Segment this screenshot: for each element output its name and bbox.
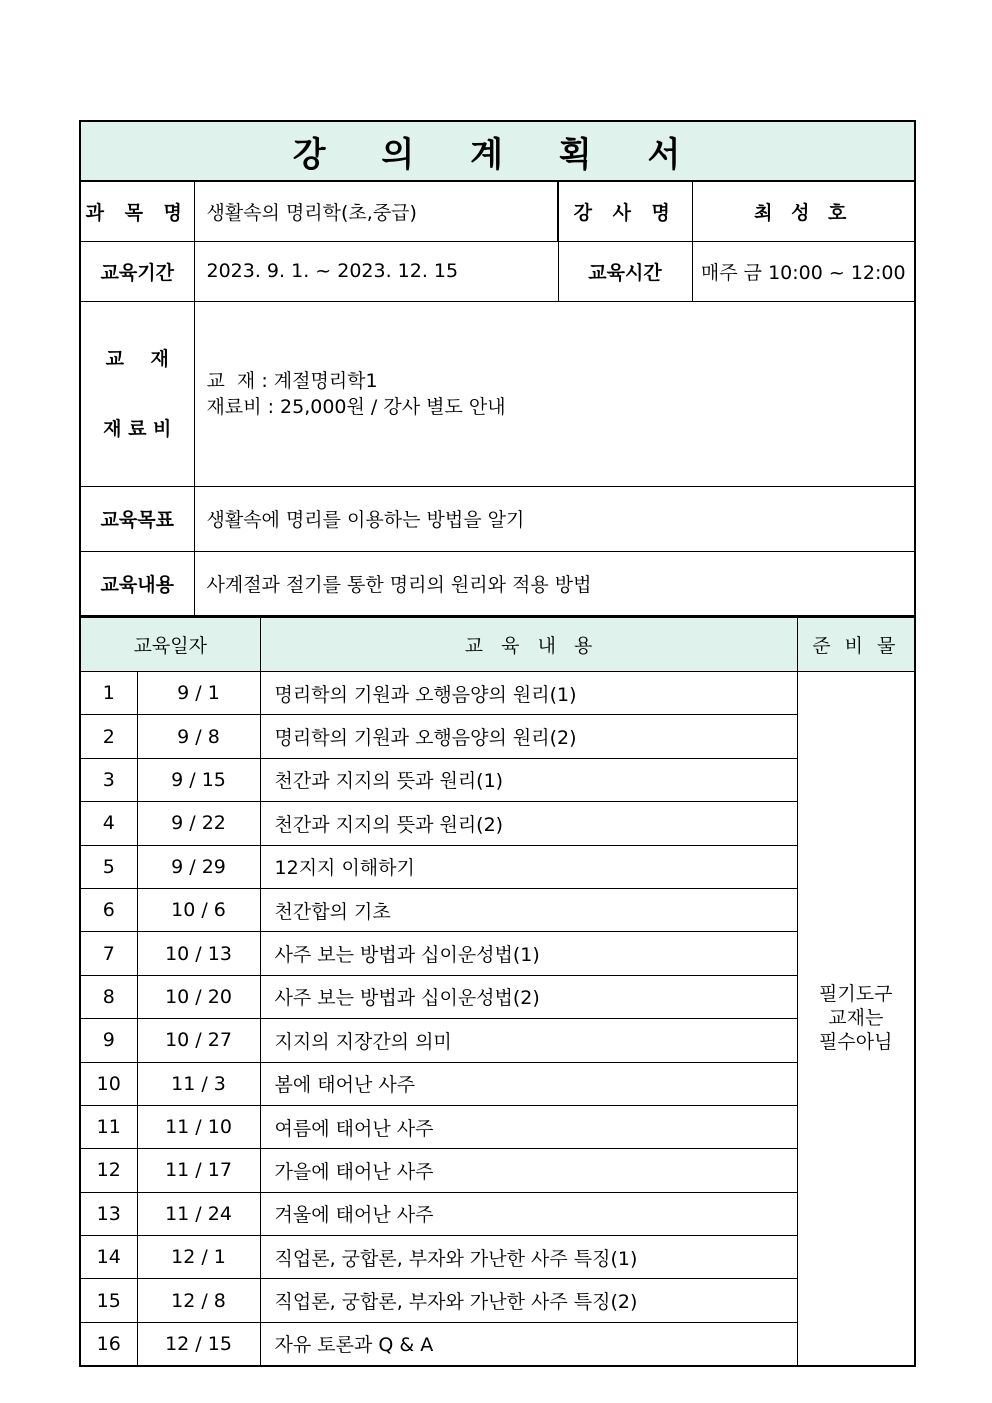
lecture-plan-document xyxy=(79,120,914,1367)
row-number: 7 xyxy=(80,932,137,975)
page-title: 강 의 계 획 서 xyxy=(80,121,915,181)
subject-label: 과 목 명 xyxy=(80,181,194,241)
row-date: 12 / 8 xyxy=(137,1279,260,1322)
row-content: 겨울에 태어난 사주 xyxy=(260,1192,797,1235)
row-date: 12 / 15 xyxy=(137,1322,260,1365)
prep-line: 필수아님 xyxy=(819,1031,893,1054)
material-value-line-2: 재료비 : 25,000원 / 강사 별도 안내 xyxy=(206,395,506,418)
time-label: 교육시간 xyxy=(558,241,692,301)
material-label xyxy=(80,301,194,486)
schedule-table xyxy=(79,617,916,1367)
row-date: 11 / 17 xyxy=(137,1149,260,1192)
row-date: 10 / 13 xyxy=(137,932,260,975)
prep-line: 필기도구 xyxy=(819,983,893,1006)
row-number: 13 xyxy=(80,1192,137,1235)
table-row xyxy=(80,758,915,801)
row-content: 가을에 태어난 사주 xyxy=(260,1149,797,1192)
row-content: 천간과 지지의 뜻과 원리(1) xyxy=(260,758,797,801)
row-content: 천간합의 기초 xyxy=(260,888,797,931)
row-content: 명리학의 기원과 오행음양의 원리(1) xyxy=(260,672,797,715)
row-date: 10 / 6 xyxy=(137,888,260,931)
row-content: 사주 보는 방법과 십이운성법(2) xyxy=(260,975,797,1018)
row-number: 10 xyxy=(80,1062,137,1105)
row-number: 1 xyxy=(80,672,137,715)
time-value: 매주 금 10:00 ~ 12:00 xyxy=(692,241,915,301)
schedule-header-prep: 준 비 물 xyxy=(797,618,915,672)
period-value: 2023. 9. 1. ~ 2023. 12. 15 xyxy=(194,241,558,301)
schedule-header-date: 교육일자 xyxy=(80,618,260,672)
row-content: 봄에 태어난 사주 xyxy=(260,1062,797,1105)
row-date: 11 / 3 xyxy=(137,1062,260,1105)
period-label: 교육기간 xyxy=(80,241,194,301)
row-number: 15 xyxy=(80,1279,137,1322)
table-row xyxy=(80,1149,915,1192)
table-row xyxy=(80,888,915,931)
row-date: 12 / 1 xyxy=(137,1236,260,1279)
row-date: 11 / 24 xyxy=(137,1192,260,1235)
prep-line: 교재는 xyxy=(828,1007,884,1030)
row-content: 직업론, 궁합론, 부자와 가난한 사주 특징(2) xyxy=(260,1279,797,1322)
table-row xyxy=(80,1322,915,1365)
table-row xyxy=(80,975,915,1018)
table-row xyxy=(80,715,915,758)
row-content: 여름에 태어난 사주 xyxy=(260,1105,797,1148)
row-number: 12 xyxy=(80,1149,137,1192)
row-number: 6 xyxy=(80,888,137,931)
material-label-line-1: 교 재 xyxy=(105,347,169,370)
table-row xyxy=(80,845,915,888)
table-row xyxy=(80,1062,915,1105)
material-value-line-1: 교 재 : 계절명리학1 xyxy=(206,369,378,392)
row-date: 11 / 10 xyxy=(137,1105,260,1148)
content-value: 사계절과 절기를 통한 명리의 원리와 적용 방법 xyxy=(194,551,915,616)
lecturer-label: 강 사 명 xyxy=(558,181,692,241)
row-date: 9 / 29 xyxy=(137,845,260,888)
row-date: 9 / 1 xyxy=(137,672,260,715)
table-row xyxy=(80,1105,915,1148)
row-content: 지지의 지장간의 의미 xyxy=(260,1019,797,1062)
row-number: 16 xyxy=(80,1322,137,1365)
row-number: 4 xyxy=(80,802,137,845)
lecturer-value: 최 성 호 xyxy=(692,181,915,241)
row-date: 9 / 8 xyxy=(137,715,260,758)
row-number: 11 xyxy=(80,1105,137,1148)
content-label: 교육내용 xyxy=(80,551,194,616)
table-row xyxy=(80,672,915,715)
row-content: 사주 보는 방법과 십이운성법(1) xyxy=(260,932,797,975)
schedule-body xyxy=(80,672,915,1366)
row-number: 5 xyxy=(80,845,137,888)
row-content: 명리학의 기원과 오행음양의 원리(2) xyxy=(260,715,797,758)
table-row xyxy=(80,932,915,975)
table-row xyxy=(80,1279,915,1322)
row-date: 9 / 22 xyxy=(137,802,260,845)
table-row xyxy=(80,1192,915,1235)
row-number: 9 xyxy=(80,1019,137,1062)
row-content: 직업론, 궁합론, 부자와 가난한 사주 특징(1) xyxy=(260,1236,797,1279)
row-content: 천간과 지지의 뜻과 원리(2) xyxy=(260,802,797,845)
table-row xyxy=(80,1019,915,1062)
row-date: 10 / 27 xyxy=(137,1019,260,1062)
row-number: 3 xyxy=(80,758,137,801)
material-label-line-2: 재 료 비 xyxy=(103,417,172,440)
goal-label: 교육목표 xyxy=(80,486,194,551)
table-row xyxy=(80,802,915,845)
row-number: 2 xyxy=(80,715,137,758)
row-content: 12지지 이해하기 xyxy=(260,845,797,888)
material-value xyxy=(194,301,915,486)
info-table xyxy=(79,120,916,617)
table-row xyxy=(80,1236,915,1279)
row-number: 8 xyxy=(80,975,137,1018)
row-content: 자유 토론과 Q & A xyxy=(260,1322,797,1365)
goal-value: 생활속에 명리를 이용하는 방법을 알기 xyxy=(194,486,915,551)
prep-materials xyxy=(797,672,915,1366)
row-date: 10 / 20 xyxy=(137,975,260,1018)
row-number: 14 xyxy=(80,1236,137,1279)
row-date: 9 / 15 xyxy=(137,758,260,801)
subject-value: 생활속의 명리학(초,중급) xyxy=(194,181,558,241)
schedule-header-content: 교 육 내 용 xyxy=(260,618,797,672)
